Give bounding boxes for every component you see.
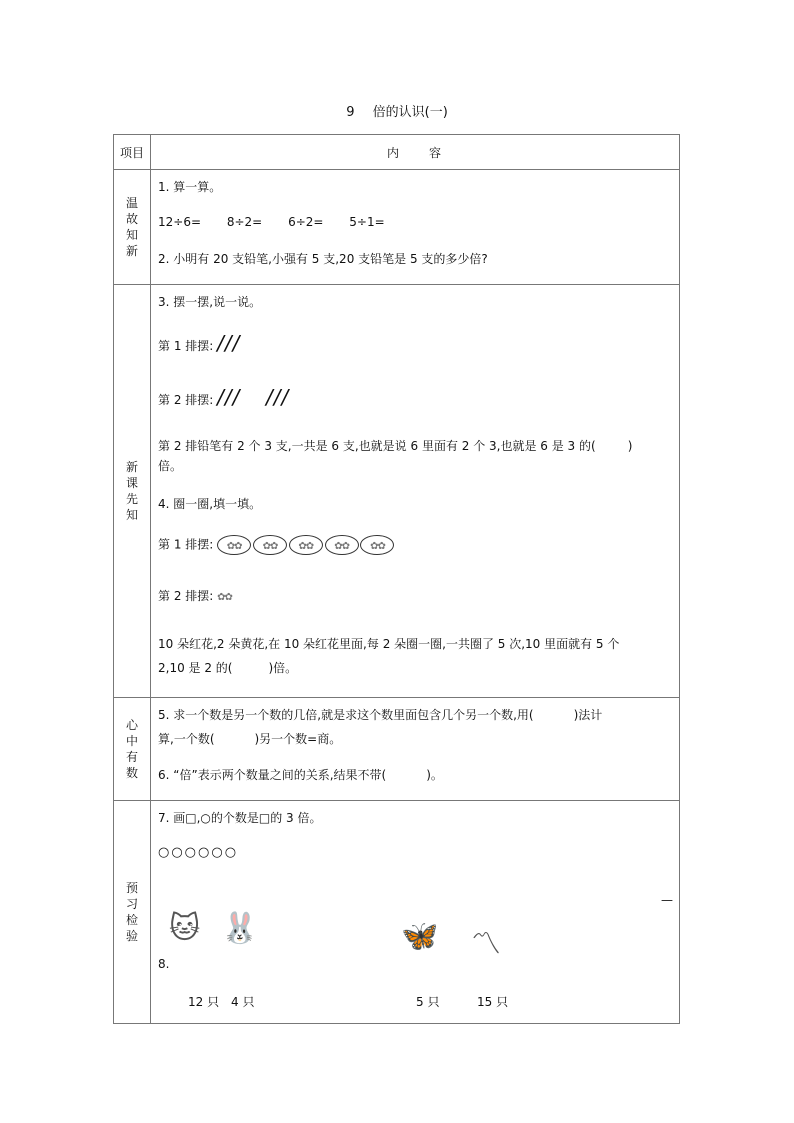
dash-mark: — <box>661 893 673 907</box>
check-label: 预习检验 <box>125 881 138 943</box>
review-label: 温故知新 <box>125 196 138 258</box>
dragonfly-count: 15 只 <box>477 995 509 1009</box>
check-content <box>151 801 680 1024</box>
question-4: 4. 圈一圈,填一填。 <box>158 497 262 511</box>
calc-item: 8÷2= <box>226 215 263 229</box>
circle-row: ○○○○○○ <box>158 845 239 860</box>
question-3: 3. 摆一摆,说一说。 <box>158 295 262 309</box>
row-4-label: 第 2 排摆: <box>158 589 214 603</box>
flower-circle: ✿✿ <box>217 535 251 555</box>
preview-label-cell <box>114 285 151 698</box>
dragonfly-icon: 〽 <box>471 927 501 962</box>
cat-icon: 🐱 <box>169 911 201 946</box>
question-5-line-2: 算,一个数( )另一个数=商。 <box>158 732 342 746</box>
mind-content <box>151 698 680 801</box>
preview-content <box>151 285 680 698</box>
lesson-table <box>113 134 680 1024</box>
check-label-cell <box>114 801 151 1024</box>
row-2 <box>158 385 289 409</box>
cat-count: 12 只 <box>188 995 220 1009</box>
row-4 <box>158 587 232 604</box>
butterfly-count: 5 只 <box>416 995 440 1009</box>
question-5-line-1: 5. 求一个数是另一个数的几倍,就是求这个数里面包含几个另一个数,用( )法计 <box>158 708 603 722</box>
header-label: 项目 <box>114 135 151 170</box>
question-8: 8. <box>158 957 170 971</box>
preview-label: 新课先知 <box>125 460 138 522</box>
calc-item: 6÷2= <box>288 215 324 229</box>
question-6: 6. “倍”表示两个数量之间的关系,结果不带( )。 <box>158 768 443 782</box>
review-row <box>114 170 680 285</box>
row-2-label: 第 2 排摆: <box>158 393 214 407</box>
table-header-row <box>114 135 680 170</box>
header-content: 内 容 <box>151 135 680 170</box>
question-3-text-1: 第 2 排铅笔有 2 个 3 支,一共是 6 支,也就是说 6 里面有 2 个 3,也就是 6 是 3 的( ) <box>158 439 633 453</box>
rabbit-icon: 🐰 <box>221 911 259 946</box>
question-1: 1. 算一算。 <box>158 180 222 194</box>
review-content <box>151 170 680 285</box>
row-3 <box>158 535 392 555</box>
mind-label: 心中有数 <box>125 718 138 780</box>
calc-item: 12÷6= <box>158 215 202 229</box>
flower-circle: ✿✿ <box>360 535 394 555</box>
check-row <box>114 801 680 1024</box>
lesson-number: 9 <box>346 105 355 120</box>
row-1 <box>158 331 240 355</box>
pencil-marks: /// <box>217 331 241 355</box>
question-3-text-2: 倍。 <box>158 459 183 473</box>
calc-item: 5÷1= <box>349 215 385 229</box>
pencil-marks: /// <box>266 385 290 409</box>
flower-circle: ✿✿ <box>325 535 359 555</box>
flower-circle: ✿✿ <box>253 535 287 555</box>
question-1-items <box>158 215 385 229</box>
mind-label-cell <box>114 698 151 801</box>
question-7: 7. 画□,○的个数是□的 3 倍。 <box>158 811 322 825</box>
rabbit-count: 4 只 <box>231 995 255 1009</box>
butterfly-icon: 🦋 <box>401 919 439 954</box>
question-4-text-1: 10 朵红花,2 朵黄花,在 10 朵红花里面,每 2 朵圈一圈,一共圈了 5 次,10 里面就有 5 个 <box>158 637 620 651</box>
question-2: 2. 小明有 20 支铅笔,小强有 5 支,20 支铅笔是 5 支的多少倍? <box>158 252 488 266</box>
review-label-cell <box>114 170 151 285</box>
row-3-label: 第 1 排摆: <box>158 537 214 552</box>
preview-row <box>114 285 680 698</box>
mind-row <box>114 698 680 801</box>
pencil-marks: /// <box>217 385 241 409</box>
row-1-label: 第 1 排摆: <box>158 339 214 353</box>
lesson-title: 倍的认识(一) <box>372 105 448 120</box>
page-title <box>0 101 794 120</box>
yellow-flowers: ✿✿ <box>217 592 232 603</box>
flower-circle: ✿✿ <box>289 535 323 555</box>
question-4-text-2: 2,10 是 2 的( )倍。 <box>158 661 298 675</box>
